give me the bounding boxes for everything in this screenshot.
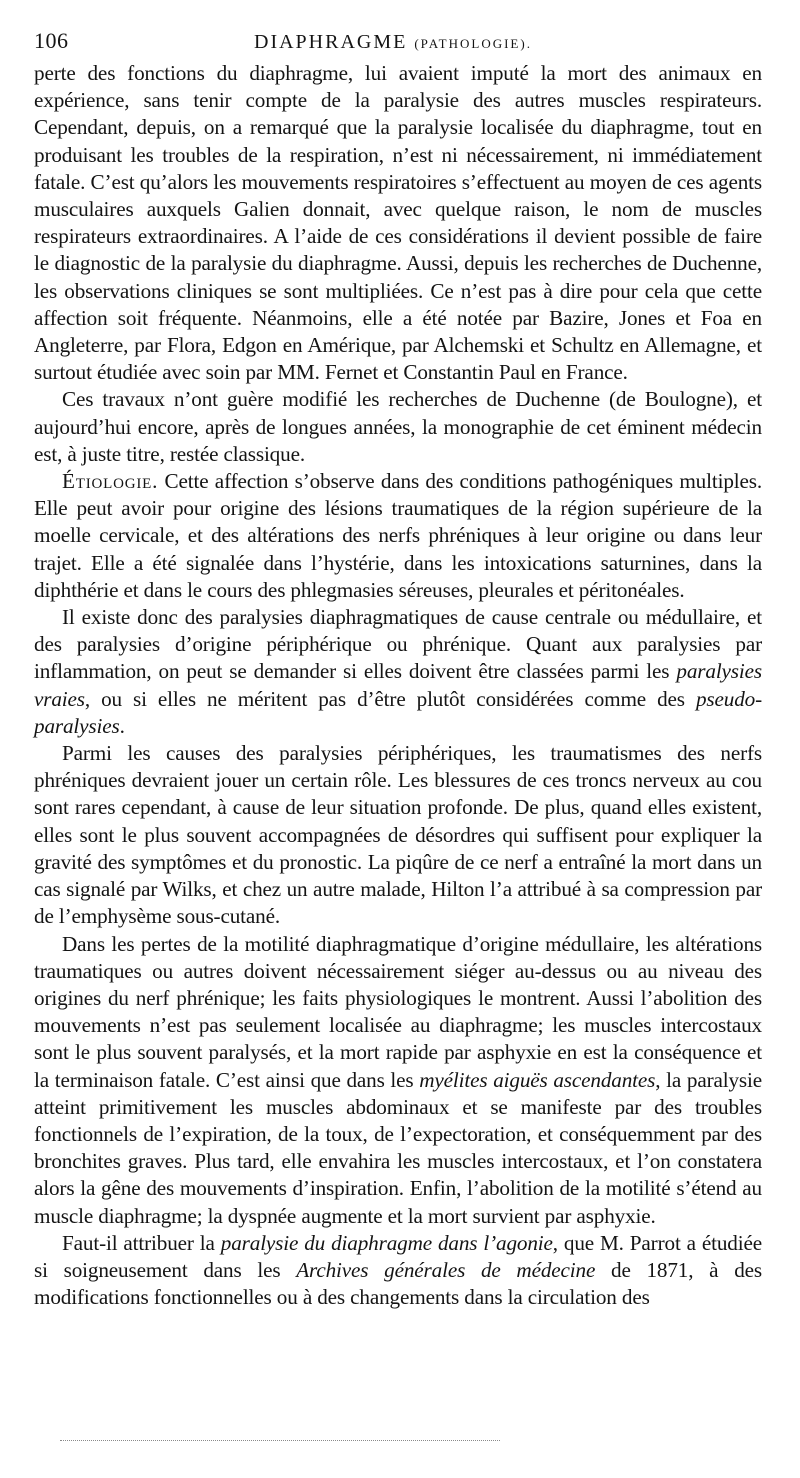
text-run: de 1871, à des modifications fonctionnelles ou à des changements dans la circulation des [34, 1257, 762, 1310]
paragraph-causes-peripheriques: Parmi les causes des paralysies périphériques, les traumatismes des nerfs phréniques devraient jouer un certain rôle. Les blessures de ces troncs nerveux au cou sont rares cependant, à cause de leur situation profonde. De plus, quand elles existent, elles sont le plus souvent accompagnées de désordres qui suffisent pour expliquer la gravité des symptômes et du pronostic. La piqûre de ce nerf a entraîné la mort dans un cas signalé par Wilks, et chez un autre malade, Hilton l’a attribué à sa compression par de l’emphysème sous-cutané. [34, 741, 762, 929]
paragraph-origine-medullaire [34, 931, 762, 1230]
paragraph-agonie [34, 1230, 762, 1312]
italic-term: paralysie du diaphragme dans l’agonie [220, 1230, 553, 1255]
footer-dotted-rule [60, 1440, 500, 1441]
paragraph-duchenne: Ces travaux n’ont guère modifié les recherches de Duchenne (de Boulogne), et aujourd’hui encore, après de longues années, la monographie de cet éminent médecin est, à juste titre, restée classique. [34, 387, 762, 466]
page-number: 106 [34, 28, 69, 53]
italic-term: paralysies vraies [34, 659, 762, 711]
text-run: , ou si elles ne méritent pas d’être plutôt considérées comme des [84, 686, 696, 711]
paragraph-paralysies-centrales [34, 604, 762, 740]
paragraph-continuation: perte des fonctions du diaphragme, lui avaient imputé la mort des animaux en expérience, sans tenir compte de la paralysie des autres muscles respirateurs. Cependant, depuis, on a remarqué que la paralysie localisée du diaphragme, tout en produisant les troubles de la respiration, n’est ni nécessairement, ni immédiatement fatale. C’est qu’alors les mouvements respiratoires s’effectuent au moyen de ces agents musculaires auxquels Galien donnait, avec quelque raison, le nom de muscles respirateurs extraordinaires. A l’aide de ces considérations il devient possible de faire le diagnostic de la paralysie du diaphragme. Aussi, depuis les recherches de Duchenne, les observations cliniques se sont multipliées. Ce n’est pas à dire pour cela que cette affection soit fréquente. Néanmoins, elle a été notée par Bazire, Jones et Foa en Angleterre, par Flora, Edgon en Amérique, par Alchemski et Schultz en Allemagne, et surtout étudiée avec soin par MM. Fernet et Constantin Paul en France. [34, 61, 762, 385]
text-run: Il existe donc des paralysies diaphragmatiques de cause centrale ou médullaire, et des paralysies d’origine périphérique ou phrénique. Quant aux paralysies par inflammation, on peut se demander si elles doivent être classées parmi les [34, 605, 762, 684]
text-run: , la paralysie atteint primitivement les muscles abdominaux et se manifeste par des troubles fonctionnels de l’expiration, de la toux, de l’expectoration, et conséquemment par des bronchites graves. Plus tard, elle envahira les muscles intercostaux, et l’on constatera alors la gêne des mouvements d’inspiration. Enfin, l’abolition de la motilité s’étend au muscle diaphragme; la dyspnée augmente et la mort survient par asphyxie. [34, 1067, 762, 1228]
paragraph-etiologie [34, 468, 762, 604]
text-run: Dans les pertes de la motilité diaphragmatique d’origine médullaire, les altérations traumatiques ou autres doivent nécessairement siéger au-dessus ou au niveau des origines du nerf phrénique; les faits physiologiques le montrent. Aussi l’abolition des mouvements n’est pas seulement localisée au diaphragme; les muscles intercostaux sont le plus souvent paralysés, et la mort rapide par asphyxie en est la conséquence et la terminaison fatale. C’est ainsi que dans les [34, 931, 762, 1092]
running-head-sub: (PATHOLOGIE). [414, 36, 532, 51]
page-header [34, 28, 762, 58]
italic-term: pseudo-paralysies [34, 686, 762, 738]
text-run: . [119, 713, 125, 738]
text-run: Faut-il attribuer la [62, 1230, 221, 1255]
running-head-main: DIAPHRAGME [254, 31, 408, 53]
running-head [254, 31, 532, 54]
body-text [34, 60, 762, 1311]
italic-term: myélites aiguës ascendantes [419, 1067, 656, 1092]
italic-journal-title: Archives générales de médecine [296, 1257, 596, 1282]
paragraph-etiologie-text: Cette affection s’observe dans des conditions pathogéniques multiples. Elle peut avoir pour origine des lésions traumatiques de la région supérieure de la moelle cervicale, et des altérations des nerfs phréniques à leur origine ou dans leur trajet. Elle a été signalée dans l’hystérie, dans les intoxications saturnines, dans la diphthérie et dans le cours des phlegmasies séreuses, pleurales et péritonéales. [34, 469, 762, 602]
text-run: , que M. Parrot a étudiée si soigneusement dans les [34, 1230, 762, 1282]
section-heading-etiologie: Étiologie. [62, 469, 159, 494]
